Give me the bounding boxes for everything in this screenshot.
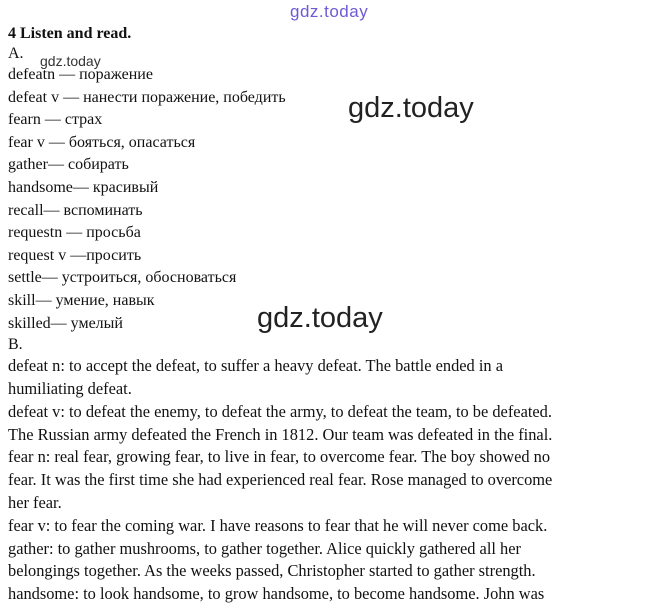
text-line: belongings together. As the weeks passed, Christopher started to gather strength. — [8, 561, 536, 581]
vocab-item: handsome— красивый — [8, 178, 159, 196]
text-line: handsome: to look handsome, to grow handsome, to become handsome. John was — [8, 584, 545, 604]
text-line: gather: to gather mushrooms, to gather together. Alice quickly gathered all her — [8, 538, 521, 558]
text-line: The Russian army defeated the French in 1812. Our team was defeated in the final. — [8, 424, 553, 444]
text-line: humiliating defeat. — [8, 378, 132, 398]
text-line: fear n: real fear, growing fear, to live in fear, to overcome fear. The boy showed no — [8, 447, 551, 467]
vocab-item: request v —просить — [8, 246, 142, 264]
vocab-item: fear v — бояться, опасаться — [8, 133, 196, 151]
section-b-label: B. — [8, 336, 23, 354]
vocab-item: skilled— умелый — [8, 314, 123, 332]
vocabulary-list — [8, 64, 660, 335]
section-b-text — [8, 355, 660, 606]
vocab-item: fearn — страх — [8, 111, 103, 129]
vocab-item: gather— собирать — [8, 156, 129, 174]
watermark-large-1: gdz.today — [348, 92, 474, 124]
text-line: her fear. — [8, 492, 62, 512]
exercise-heading: 4 Listen and read. — [8, 25, 132, 42]
vocab-item: recall— вспоминать — [8, 201, 143, 219]
vocab-item: skill— умение, навык — [8, 291, 155, 309]
exercise-page — [8, 24, 660, 606]
text-line: defeat n: to accept the defeat, to suffer a heavy defeat. The battle ended in a — [8, 356, 503, 376]
vocab-item: defeatn — поражение — [8, 66, 153, 83]
watermark-large-2: gdz.today — [257, 302, 383, 334]
vocab-item: requestn — просьба — [8, 224, 141, 242]
vocab-item: defeat v — нанести поражение, победить — [8, 88, 286, 106]
text-line: fear v: to fear the coming war. I have reasons to fear that he will never come back. — [8, 515, 548, 535]
watermark-top: gdz.today — [290, 2, 369, 21]
text-line: defeat v: to defeat the enemy, to defeat the army, to defeat the team, to be defeated. — [8, 401, 552, 421]
watermark-small: gdz.today — [40, 53, 101, 69]
section-a-label: A. — [8, 45, 24, 62]
vocab-item: settle— устроиться, обосноваться — [8, 269, 237, 287]
text-line: fear. It was the first time she had experienced real fear. Rose managed to overcome — [8, 470, 553, 490]
